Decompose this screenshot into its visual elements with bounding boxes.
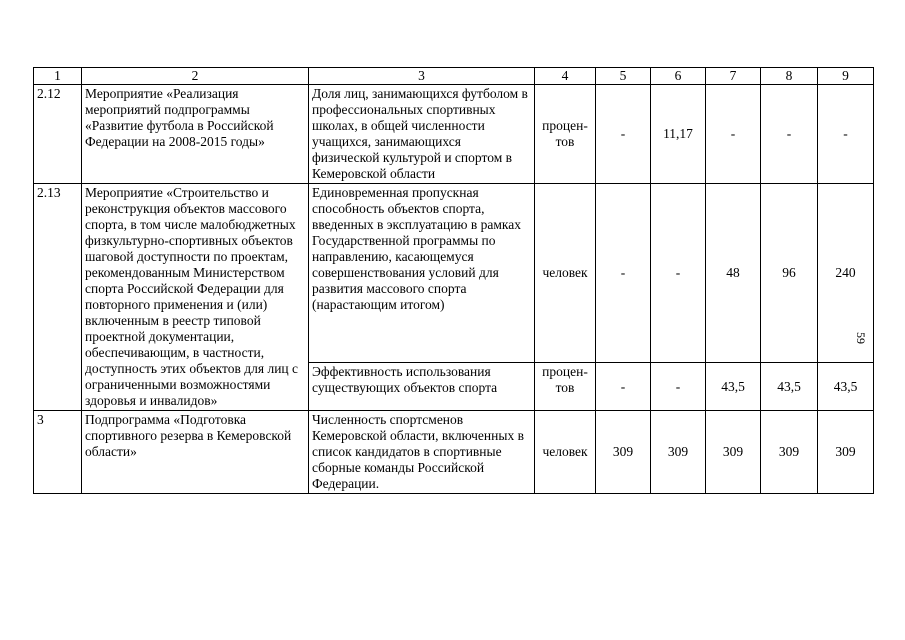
indicator-name: Единовременная пропускная способность объектов спорта, введенных в эксплуатацию в рамках Государственной программы по направлению, касающемуся совершенствования условий для развития массового спорта (нарастающим итогом): [309, 184, 535, 363]
table-row: [34, 184, 874, 363]
value-cell: -: [596, 85, 651, 184]
unit-cell: процен-тов: [535, 85, 596, 184]
value-cell: -: [651, 184, 706, 363]
row-number: 2.13: [34, 184, 82, 411]
header-cell: 4: [535, 68, 596, 85]
table-row: [34, 85, 874, 184]
value-cell: 240: [818, 184, 874, 363]
header-cell: 9: [818, 68, 874, 85]
measure-name: Мероприятие «Реализация мероприятий подпрограммы «Развитие футбола в Российской Федерации на 2008-2015 годы»: [82, 85, 309, 184]
value-cell: -: [651, 363, 706, 411]
value-cell: 43,5: [818, 363, 874, 411]
value-cell: -: [706, 85, 761, 184]
value-cell: 309: [651, 411, 706, 494]
value-cell: 43,5: [706, 363, 761, 411]
value-cell: 309: [706, 411, 761, 494]
header-cell: 5: [596, 68, 651, 85]
row-number: 2.12: [34, 85, 82, 184]
indicators-table: [33, 67, 874, 494]
value-cell: 48: [706, 184, 761, 363]
header-cell: 7: [706, 68, 761, 85]
value-cell: 96: [761, 184, 818, 363]
value-cell: 309: [596, 411, 651, 494]
value-cell: 11,17: [651, 85, 706, 184]
indicator-name: Эффективность использования существующих объектов спорта: [309, 363, 535, 411]
indicator-name: Доля лиц, занимающихся футболом в профессиональных спортивных школах, в общей численности учащихся, занимающихся физической культурой и спортом в Кемеровской области: [309, 85, 535, 184]
unit-cell: человек: [535, 411, 596, 494]
header-row: [34, 68, 874, 85]
value-cell: -: [596, 363, 651, 411]
table-row: [34, 411, 874, 494]
row-number: 3: [34, 411, 82, 494]
value-cell: -: [818, 85, 874, 184]
value-cell: -: [596, 184, 651, 363]
header-cell: 2: [82, 68, 309, 85]
measure-name: Подпрограмма «Подготовка спортивного резерва в Кемеровской области»: [82, 411, 309, 494]
value-cell: -: [761, 85, 818, 184]
header-cell: 8: [761, 68, 818, 85]
value-cell: 309: [761, 411, 818, 494]
value-cell: 43,5: [761, 363, 818, 411]
header-cell: 6: [651, 68, 706, 85]
header-cell: 1: [34, 68, 82, 85]
indicator-name: Численность спортсменов Кемеровской области, включенных в список кандидатов в спортивные сборные команды Российской Федерации.: [309, 411, 535, 494]
unit-cell: человек: [535, 184, 596, 363]
unit-cell: процен-тов: [535, 363, 596, 411]
page-number: 59: [854, 332, 868, 344]
value-cell: 309: [818, 411, 874, 494]
measure-name: Мероприятие «Строительство и реконструкция объектов массового спорта, в том числе малобюджетных физкультурно-спортивных объектов шаговой доступности по проектам, рекомендованным Министерством спорта Российской Федерации для повторного применения и (или) включенным в реестр типовой проектной документации, обеспечивающим, в частности, доступность этих объектов для лиц с ограниченными возможностями здоровья и инвалидов»: [82, 184, 309, 411]
header-cell: 3: [309, 68, 535, 85]
